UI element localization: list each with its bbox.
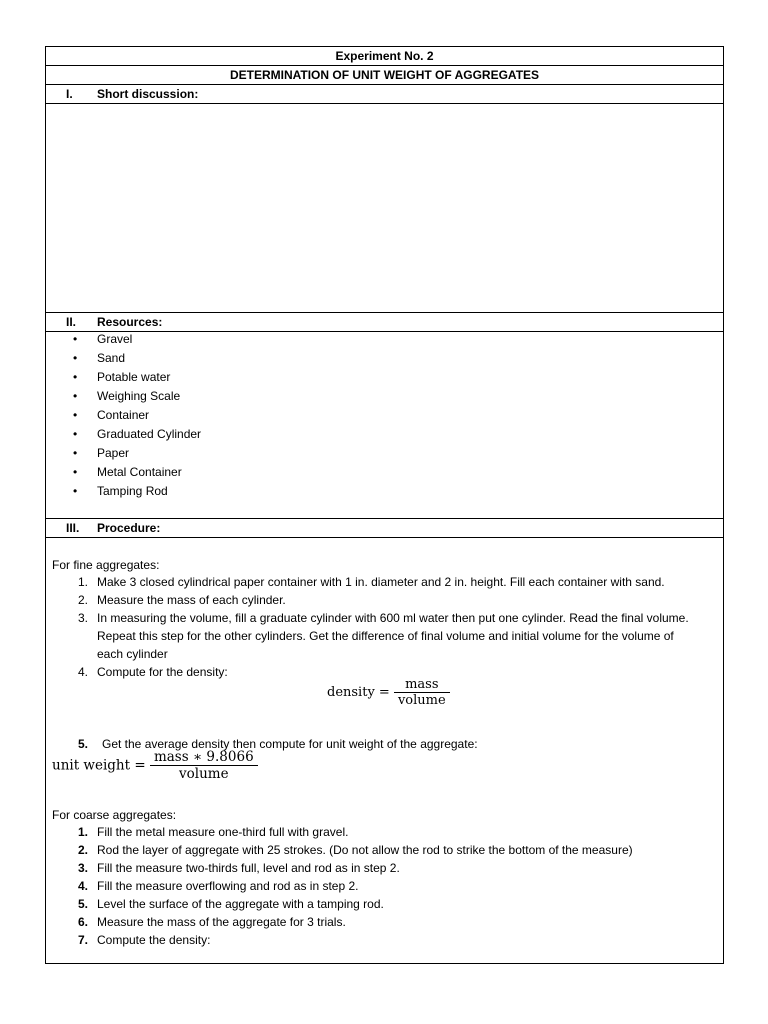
experiment-title: DETERMINATION OF UNIT WEIGHT OF AGGREGATES [46, 66, 723, 85]
discussion-area [46, 104, 723, 313]
unit-weight-formula: unit weight = $\frac{\text{mass ∗ 9.8066}}{\text{volume}}$ [52, 749, 258, 782]
list-item: • Graduated Cylinder [73, 427, 202, 441]
experiment-number: Experiment No. 2 [46, 47, 723, 66]
resources-list [46, 332, 723, 519]
section-title: Resources: [97, 315, 163, 329]
list-item: • Metal Container [73, 465, 182, 479]
list-item-continuation: Repeat this step for the other cylinders. Get the difference of final volume and initial volume for the volume of [97, 629, 674, 643]
section-number: II. [66, 315, 77, 329]
list-item: • Gravel [73, 332, 133, 346]
coarse-aggregates-heading: For coarse aggregates: [52, 808, 177, 822]
procedure-body: For fine aggregates: 1. Make 3 closed cylindrical paper container with 1 in. diameter and 2 in. height. Fill each container with sand. 2. Measure the mass of each cylinder. 3. In measuring the volume, fill a graduate cylinder with 600 ml water then put one cylinder. Read the final volume. Repeat this step for the other cylinders. Get the difference of final volume and initial volume for the volume of each cylinder 4. Compute for the density: density = $\frac{\text{mass}}{\text{volume}}$ 5. Get the average density then compute for unit weight of the aggregate: unit weight = $\frac{\text{mass ∗ 9.8066}}{\text{volume}}$ For coarse aggregates: 1. Fill the metal measure one-third full with gravel. 2. Rod the layer of aggregate with 25 strokes. (Do not allow the rod to strike the bottom of the measure) 3. Fill the measure two-thirds full, level and rod as in step 2. 4. Fill the measure overflowing and rod as in step 2. 5. Level the surface of the aggregate with a tamping rod. 6. Measure the mass of the aggregate for 3 trials. 7. Compute the density: [52, 558, 689, 947]
worksheet-frame [45, 46, 724, 964]
section-title: Procedure: [97, 521, 161, 535]
section-discussion-header [46, 85, 723, 104]
section-number: III. [66, 521, 80, 535]
list-item: • Container [73, 408, 150, 422]
list-item: • Tamping Rod [73, 484, 168, 498]
list-item: • Sand [73, 351, 126, 365]
fine-aggregates-heading: For fine aggregates: [52, 558, 160, 572]
section-title: Short discussion: [97, 87, 199, 101]
list-item: • Paper [73, 446, 130, 460]
section-number: I. [66, 87, 73, 101]
list-item: • Weighing Scale [73, 389, 181, 403]
section-procedure-header [46, 519, 723, 538]
list-item: • Potable water [73, 370, 171, 384]
density-formula: density = $\frac{\text{mass}}{\text{volume}}$ [327, 677, 450, 708]
list-item-continuation: each cylinder [97, 647, 168, 661]
